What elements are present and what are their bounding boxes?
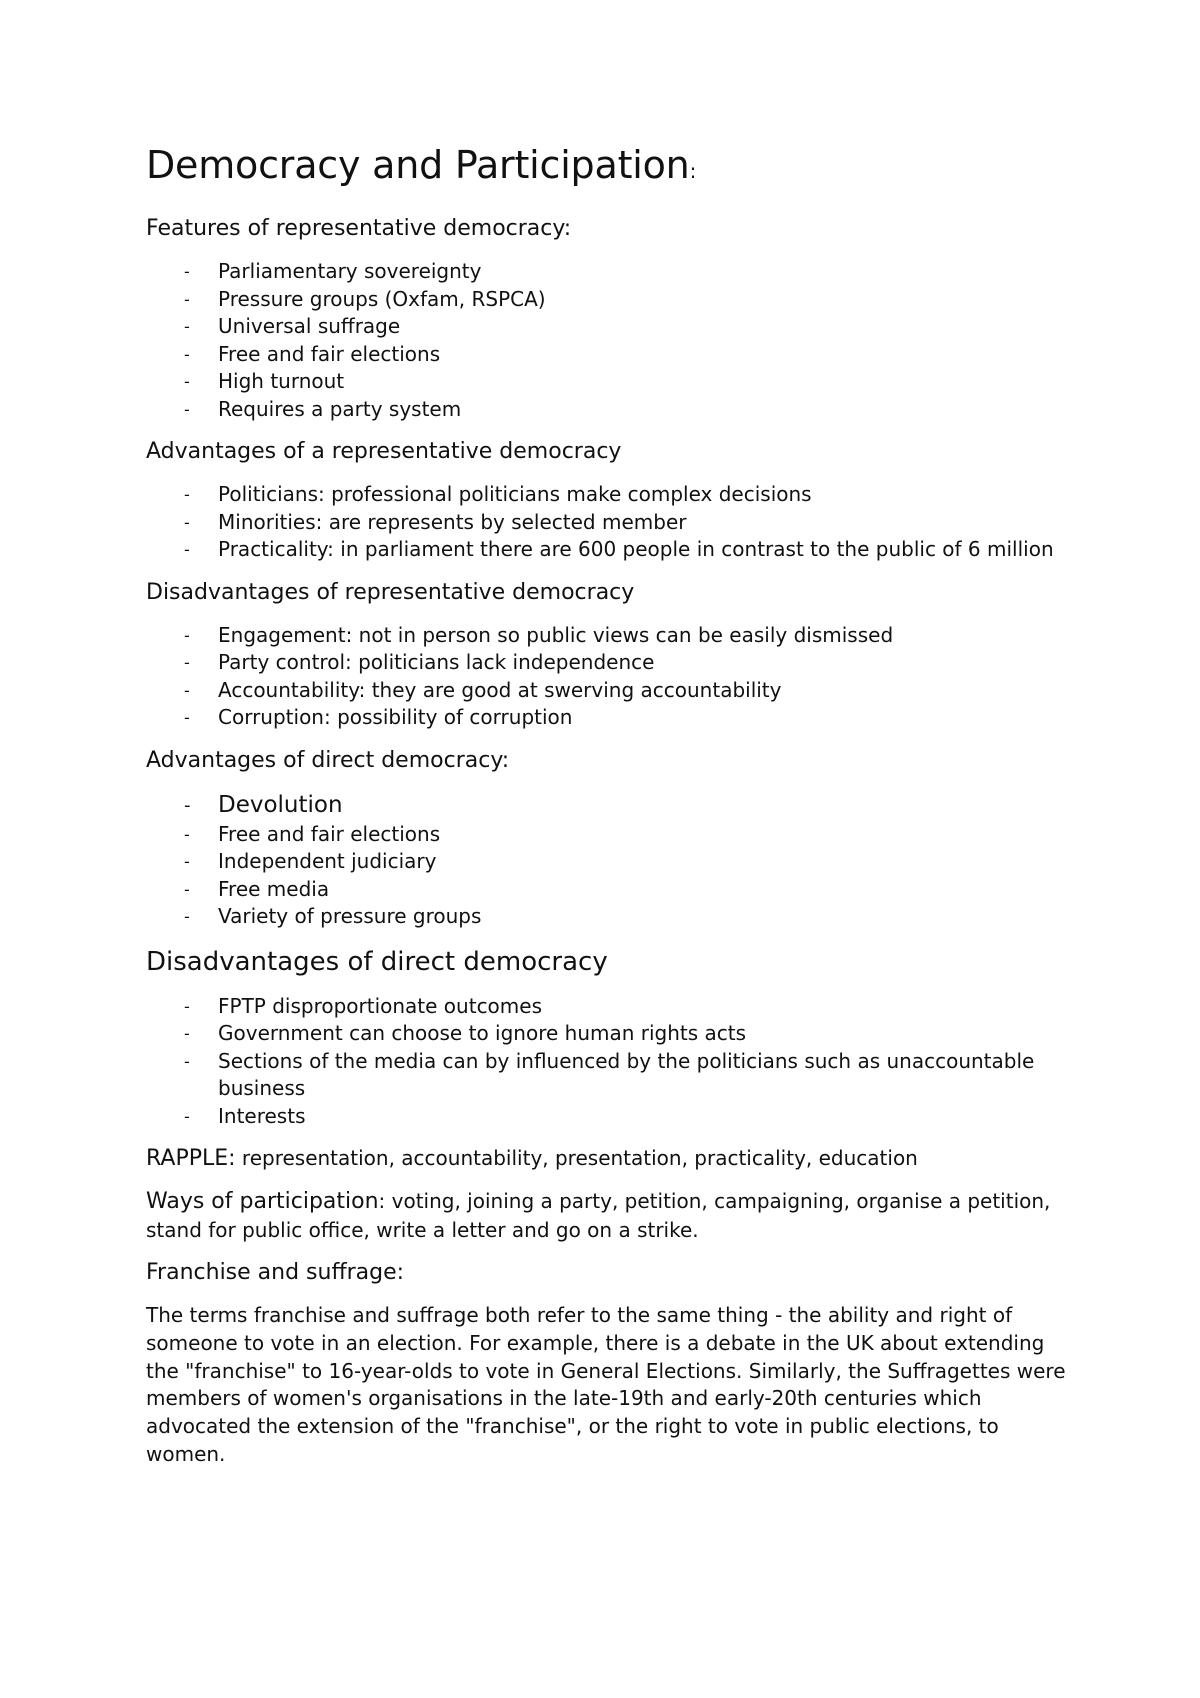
list-item: - Engagement: not in person so public views can be easily dismissed <box>146 622 1066 650</box>
participation-paragraph <box>146 1187 1066 1244</box>
list-item: - Requires a party system <box>146 396 1066 424</box>
list-item: - Variety of pressure groups <box>146 903 1066 931</box>
disadv-rep-list <box>146 622 1066 732</box>
rapple-text: representation, accountability, presentation, practicality, education <box>235 1146 918 1170</box>
list-item: - High turnout <box>146 368 1066 396</box>
document-title-text: Democracy and Participation <box>146 143 690 187</box>
list-item: - Universal suffrage <box>146 313 1066 341</box>
list-item: - Minorities: are represents by selected member <box>146 509 1066 537</box>
disadv-rep-heading: Disadvantages of representative democracy <box>146 579 635 605</box>
list-item: - Corruption: possibility of corruption <box>146 704 1066 732</box>
adv-direct-heading: Advantages of direct democracy: <box>146 747 510 773</box>
list-item: - Accountability: they are good at swerving accountability <box>146 677 1066 705</box>
adv-direct-list <box>146 790 1066 931</box>
list-item: - Politicians: professional politicians make complex decisions <box>146 481 1066 509</box>
franchise-heading: Franchise and suffrage: <box>146 1260 405 1285</box>
adv-rep-list <box>146 481 1066 564</box>
list-item: - Parliamentary sovereignty <box>146 258 1066 286</box>
adv-rep-heading: Advantages of a representative democracy <box>146 439 622 464</box>
list-item: - Party control: politicians lack independence <box>146 649 1066 677</box>
list-item: - Government can choose to ignore human rights acts <box>146 1020 1066 1048</box>
list-item: - Pressure groups (Oxfam, RSPCA) <box>146 286 1066 314</box>
features-heading: Features of representative democracy: <box>146 216 572 241</box>
list-item: - Free and fair elections <box>146 341 1066 369</box>
list-item: - Free media <box>146 876 1066 904</box>
participation-text: : voting, joining a party, petition, campaigning, organise a petition, stand for public office, write a letter and go on a strike. <box>146 1189 1051 1242</box>
list-item: - Devolution <box>146 790 1066 821</box>
rapple-paragraph <box>146 1144 1066 1173</box>
document-title <box>146 140 1066 196</box>
list-item: - Practicality: in parliament there are 600 people in contrast to the public of 6 million <box>146 536 1066 564</box>
disadv-direct-list <box>146 993 1066 1131</box>
list-item: - FPTP disproportionate outcomes <box>146 993 1066 1021</box>
document-title-colon: : <box>689 159 697 183</box>
rapple-label: RAPPLE: <box>146 1146 236 1171</box>
features-list <box>146 258 1066 423</box>
list-item: - Free and fair elections <box>146 821 1066 849</box>
participation-label: Ways of participation <box>146 1189 379 1214</box>
list-item: - Sections of the media can by influenced by the politicians such as unaccountable business <box>146 1048 1066 1103</box>
list-item: - Independent judiciary <box>146 848 1066 876</box>
disadv-direct-heading: Disadvantages of direct democracy <box>146 946 608 977</box>
document-content <box>146 140 1066 1469</box>
franchise-body: The terms franchise and suffrage both refer to the same thing - the ability and right of someone to vote in an election. For example, there is a debate in the UK about extending the "franchise" to 16-year-olds to vote in General Elections. Similarly, the Suffragettes were members of women's organisations in the late-19th and early-20th centuries which advocated the extension of the "franchise", or the right to vote in public elections, to women. <box>146 1303 1066 1466</box>
list-item: - Interests <box>146 1103 1066 1131</box>
